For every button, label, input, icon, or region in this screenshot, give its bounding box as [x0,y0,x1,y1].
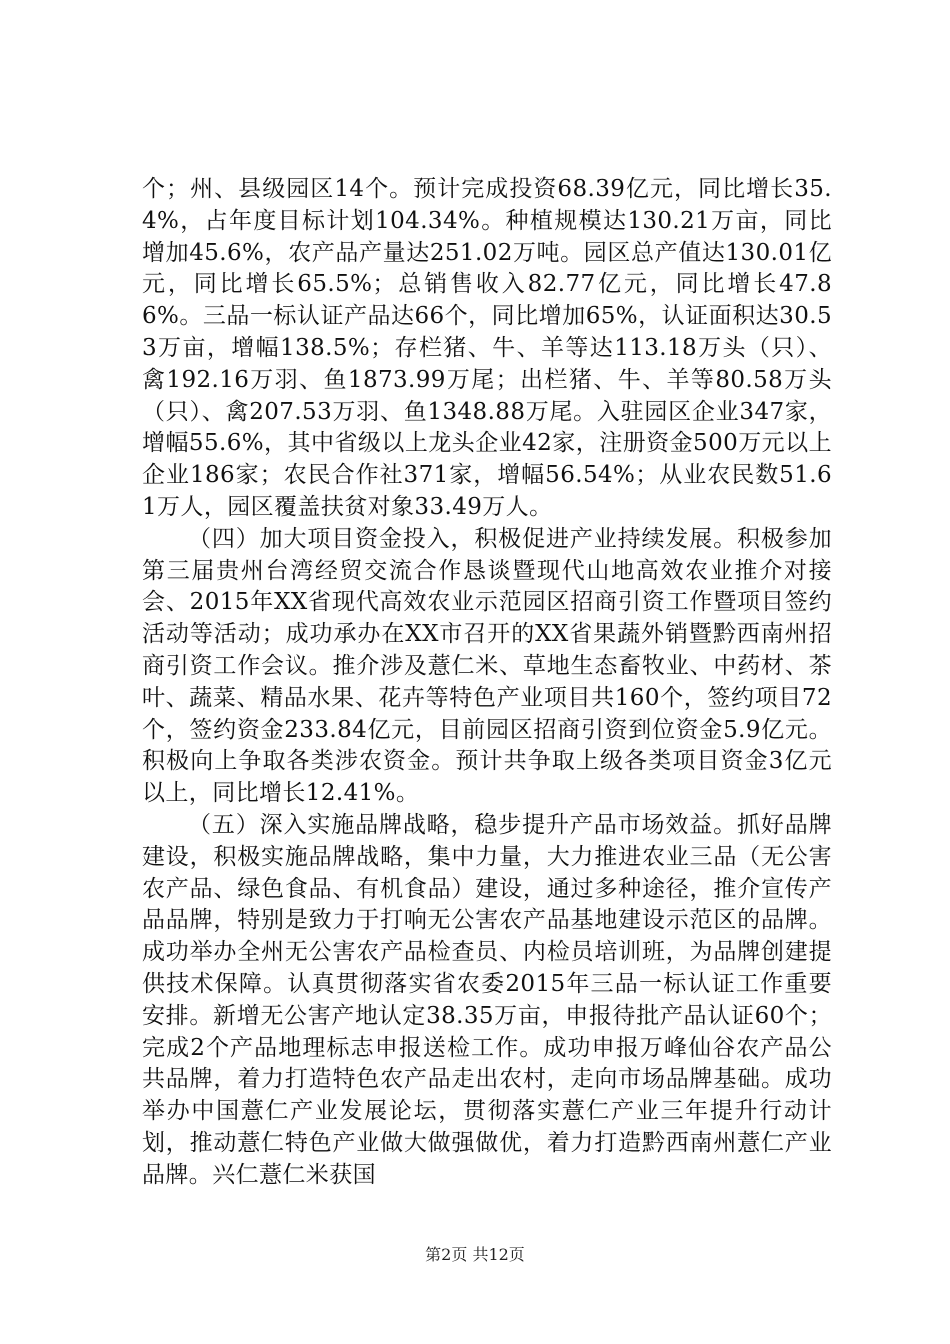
document-body [142,174,832,1192]
paragraph-park-statistics: 个；州、县级园区14个。预计完成投资68.39亿元，同比增长35.4%，占年度目标计划104.34%。种植规模达130.21万亩，同比增加45.6%，农产品产量达251.02万吨。园区总产值达130.01亿元，同比增长65.5%；总销售收入82.77亿元，同比增长47.86%。三品一标认证产品达66个，同比增加65%，认证面积达30.53万亩，增幅138.5%；存栏猪、牛、羊等达113.18万头（只）、禽192.16万羽、鱼1873.99万尾；出栏猪、牛、羊等80.58万头（只）、禽207.53万羽、鱼1348.88万尾。入驻园区企业347家，增幅55.6%，其中省级以上龙头企业42家，注册资金500万元以上企业186家；农民合作社371家，增幅56.54%；从业农民数51.61万人，园区覆盖扶贫对象33.49万人。 [142,176,832,520]
page-footer: 第2页 共12页 [425,1245,525,1264]
paragraph-project-investment: （四）加大项目资金投入，积极促进产业持续发展。积极参加第三届贵州台湾经贸交流合作恳谈暨现代山地高效农业推介对接会、2015年XX省现代高效农业示范园区招商引资工作暨项目签约活动等活动；成功承办在XX市召开的XX省果蔬外销暨黔西南州招商引资工作会议。推介涉及薏仁米、草地生态畜牧业、中药材、茶叶、蔬菜、精品水果、花卉等特色产业项目共160个，签约项目72个，签约资金233.84亿元，目前园区招商引资到位资金5.9亿元。积极向上争取各类涉农资金。预计共争取上级各类项目资金3亿元以上，同比增长12.41%。 [142,525,832,807]
paragraph-brand-strategy: （五）深入实施品牌战略，稳步提升产品市场效益。抓好品牌建设，积极实施品牌战略，集中力量，大力推进农业三品（无公害农产品、绿色食品、有机食品）建设，通过多种途径，推介宣传产品品牌，特别是致力于打响无公害农产品基地建设示范区的品牌。成功举办全州无公害农产品检查员、内检员培训班，为品牌创建提供技术保障。认真贯彻落实省农委2015年三品一标认证工作重要安排。新增无公害产地认定38.35万亩，申报待批产品认证60个；完成2个产品地理标志申报送检工作。成功申报万峰仙谷农产品公共品牌，着力打造特色农产品走出农村，走向市场品牌基础。成功举办中国薏仁产业发展论坛，贯彻落实薏仁产业三年提升行动计划，推动薏仁特色产业做大做强做优，着力打造黔西南州薏仁产业品牌。兴仁薏仁米获国 [142,811,832,1188]
